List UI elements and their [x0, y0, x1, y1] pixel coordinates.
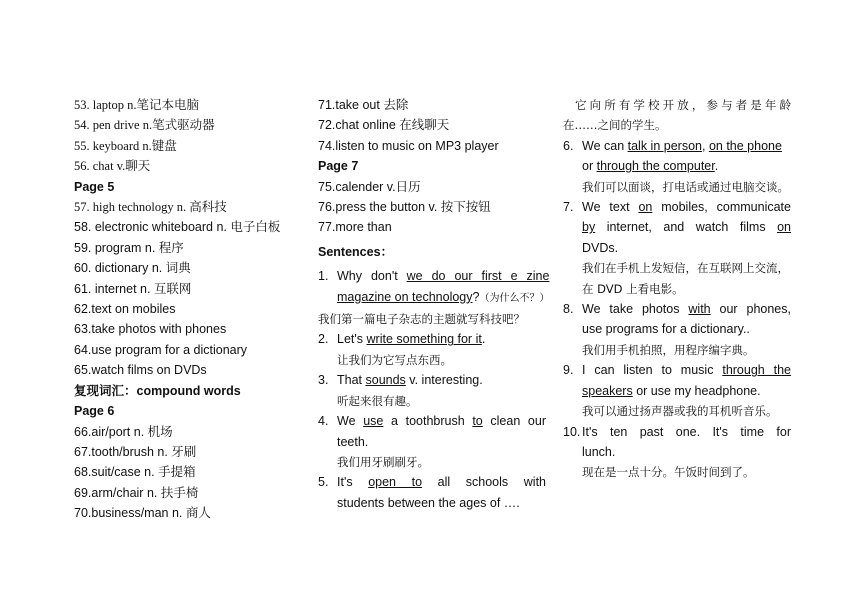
sentence-number: 2. [318, 332, 329, 347]
sentence-block [563, 360, 791, 421]
sentence-number: 10. [563, 424, 581, 439]
sentence-text: or [582, 159, 597, 174]
sentence-text: . [714, 159, 719, 174]
sentence-body [337, 411, 546, 472]
sentence-text: We can [582, 138, 628, 153]
sentence-translation: 在 DVD 上看电影。 [582, 281, 684, 296]
sentence-text: teeth. [337, 434, 369, 449]
sentence [563, 360, 791, 421]
vocab-item: 62.text on mobiles [74, 302, 176, 317]
underlined-phrase: speakers [582, 383, 633, 398]
sentence-number: 4. [318, 414, 329, 429]
sentence [318, 266, 550, 309]
sentence-text: Why don't [337, 269, 407, 284]
vocab-item: 71.take out 去除 [318, 98, 409, 112]
sentence-text: We [337, 414, 364, 429]
sentence [563, 197, 791, 299]
underlined-phrase: by [582, 220, 596, 235]
sentence-translation: 我们用牙刷刷牙。 [337, 454, 429, 469]
sentence-text: DVDs. [582, 240, 619, 255]
sentence [563, 422, 791, 483]
vocab-item: 64.use program for a dictionary [74, 342, 248, 357]
sentence-line [582, 238, 791, 258]
sentence-translation: 听起来很有趣。 [337, 393, 418, 408]
section-heading: 复现词汇：compound words [74, 383, 241, 398]
sentence-body [337, 266, 549, 309]
underlined-phrase: with [688, 302, 711, 317]
sentence-number: 5. [318, 475, 329, 490]
underlined-phrase: open to [368, 475, 423, 490]
underlined-phrase: on [638, 200, 653, 215]
sentence-body [582, 299, 791, 360]
underlined-phrase: magazine on technology [337, 289, 473, 304]
sentence-line [337, 493, 546, 513]
sentence [563, 299, 791, 360]
sentence [563, 136, 791, 197]
sentence-text: 在……之间的学生。 [563, 118, 667, 133]
vocab-item: 55. keyboard n.键盘 [74, 138, 177, 153]
sentence-line [582, 381, 791, 401]
sentence-text: a toothbrush [383, 414, 473, 429]
sentence-body [582, 422, 791, 483]
sentence-line [337, 287, 549, 309]
sentence-block [563, 136, 791, 197]
section-heading: Page 5 [74, 179, 115, 194]
vocab-item: 70.business/man n. 商人 [74, 506, 211, 521]
sentence-translation: 我们用手机拍照，用程序编字典。 [582, 342, 755, 357]
vocab-item: 60. dictionary n. 词典 [74, 261, 191, 276]
sentence-text: students between the ages of …. [337, 495, 520, 510]
vocab-item: 65.watch films on DVDs [74, 363, 207, 378]
sentence-text: 它向所有学校开放，参与者是年龄 [575, 98, 791, 112]
underlined-phrase: we do our first e zine [406, 269, 550, 284]
vocab-item: 69.arm/chair n. 扶手椅 [74, 485, 199, 500]
underlined-phrase: on the phone [708, 138, 782, 153]
sentence-block [563, 299, 791, 360]
vocab-item: 68.suit/case n. 手提箱 [74, 465, 196, 480]
underlined-phrase: to [472, 414, 483, 429]
sentence-text: （为什么不？） [479, 292, 550, 304]
underlined-phrase: use [363, 414, 384, 429]
sentence-translation: 我可以通过扬声器或我的耳机听音乐。 [582, 404, 778, 419]
sentence [318, 370, 546, 411]
column-sentences [563, 95, 791, 483]
sentence-text: We take photos [582, 302, 689, 317]
sentence-text: all schools with [422, 475, 546, 490]
vocab-item: 57. high technology n. 高科技 [74, 200, 227, 215]
sentence-text: lunch. [582, 444, 616, 459]
sentence-line [337, 370, 546, 390]
underlined-phrase: sounds [365, 373, 406, 388]
sentences-heading: Sentences： [318, 244, 394, 259]
column-vocab-2 [318, 95, 550, 513]
vocab-item: 67.tooth/brush n. 牙刷 [74, 444, 197, 459]
sentence-text: mobiles, communicate [652, 200, 791, 215]
sentence-translation: 让我们为它写点东西。 [337, 352, 452, 367]
sentence-text: I can listen to music [582, 363, 723, 378]
underlined-phrase: talk in person [627, 138, 702, 153]
column-vocab-1 [74, 95, 299, 524]
section-heading: Page 6 [74, 404, 115, 419]
vocab-item: 72.chat online 在线聊天 [318, 118, 450, 133]
section-heading: Page 7 [318, 159, 359, 174]
vocab-item: 63.take photos with phones [74, 322, 227, 337]
sentence-block [318, 472, 546, 513]
underlined-phrase: on [777, 220, 791, 235]
sentence-translation: 我们可以面谈，打电话或通过电脑交谈。 [582, 179, 789, 194]
vocab-item: 54. pen drive n.笔式驱动器 [74, 118, 215, 133]
sentence-line [582, 217, 791, 237]
sentence-block [318, 370, 546, 411]
sentence-body [337, 329, 546, 370]
sentence-text: That [337, 373, 366, 388]
sentence-line [337, 432, 546, 452]
underlined-phrase: through the computer [596, 159, 715, 174]
underlined-phrase: through the [722, 363, 792, 378]
sentence-text: Let's [337, 332, 367, 347]
sentence-line [563, 95, 791, 115]
vocab-item: 75.calender v.日历 [318, 179, 421, 194]
sentence [318, 472, 546, 513]
underlined-phrase: write something for it [366, 332, 482, 347]
sentence-body [337, 370, 546, 411]
sentence-line [582, 319, 791, 339]
sentence-line [582, 422, 791, 442]
vocab-item: 77.more than [318, 220, 392, 235]
sentence-block [318, 266, 550, 329]
vocab-item: 76.press the button v. 按下按钮 [318, 200, 491, 215]
sentence-line [337, 411, 546, 431]
sentence-line [337, 472, 546, 492]
vocab-item: 59. program n. 程序 [74, 240, 184, 255]
sentence-text: It's [337, 475, 369, 490]
sentence-body [582, 360, 791, 421]
sentence-line [582, 136, 791, 156]
sentence-body [337, 472, 546, 513]
sentence-line [563, 115, 791, 135]
sentence-translation: 我们在手机上发短信，在互联网上交流， [582, 261, 789, 276]
sentence-translation: 我们第一篇电子杂志的主题就写科技吧？ [318, 312, 525, 327]
vocab-item: 58. electronic whiteboard n. 电子白板 [74, 220, 281, 235]
sentence-text: It's ten past one. It's time for [582, 424, 791, 439]
sentence-text: clean our [482, 414, 546, 429]
sentence-number: 1. [318, 269, 329, 284]
sentence-text: or use my headphone. [632, 383, 761, 398]
sentence-body [582, 136, 791, 197]
vocab-item: 74.listen to music on MP3 player [318, 138, 499, 153]
sentence-block [318, 329, 546, 370]
sentence-number: 6. [563, 138, 574, 153]
sentence-text: We text [582, 200, 639, 215]
sentence [318, 411, 546, 472]
vocab-item: 56. chat v.聊天 [74, 159, 151, 174]
sentence-text: v. interesting. [405, 373, 483, 388]
sentence-line [582, 442, 791, 462]
vocab-item: 53. laptop n.笔记本电脑 [74, 98, 199, 112]
sentence-translation: 现在是一点十分。午饭时间到了。 [582, 465, 755, 480]
sentence-text: , [701, 138, 709, 153]
sentence-line [582, 156, 791, 176]
sentence-number: 7. [563, 200, 574, 215]
sentence-line [337, 266, 549, 286]
sentence-line [582, 360, 791, 380]
sentence-line [337, 329, 546, 349]
sentence-number: 9. [563, 363, 574, 378]
sentence-text: . [481, 332, 486, 347]
sentence-line [582, 299, 791, 319]
sentence-body [582, 197, 791, 299]
sentence-number: 8. [563, 302, 574, 317]
sentence [318, 329, 546, 370]
vocab-item: 66.air/port n. 机场 [74, 424, 173, 439]
sentence-text: ? [472, 289, 480, 304]
sentence-text: use programs for a dictionary.. [582, 322, 750, 337]
sentence-line [582, 197, 791, 217]
sentence-block [318, 411, 546, 472]
sentence-number: 3. [318, 373, 329, 388]
sentence-block [563, 422, 791, 483]
sentence-text: our phones, [710, 302, 791, 317]
vocab-item: 61. internet n. 互联网 [74, 281, 192, 296]
sentence-text: internet, and watch films [595, 220, 778, 235]
sentence-block [563, 197, 791, 299]
